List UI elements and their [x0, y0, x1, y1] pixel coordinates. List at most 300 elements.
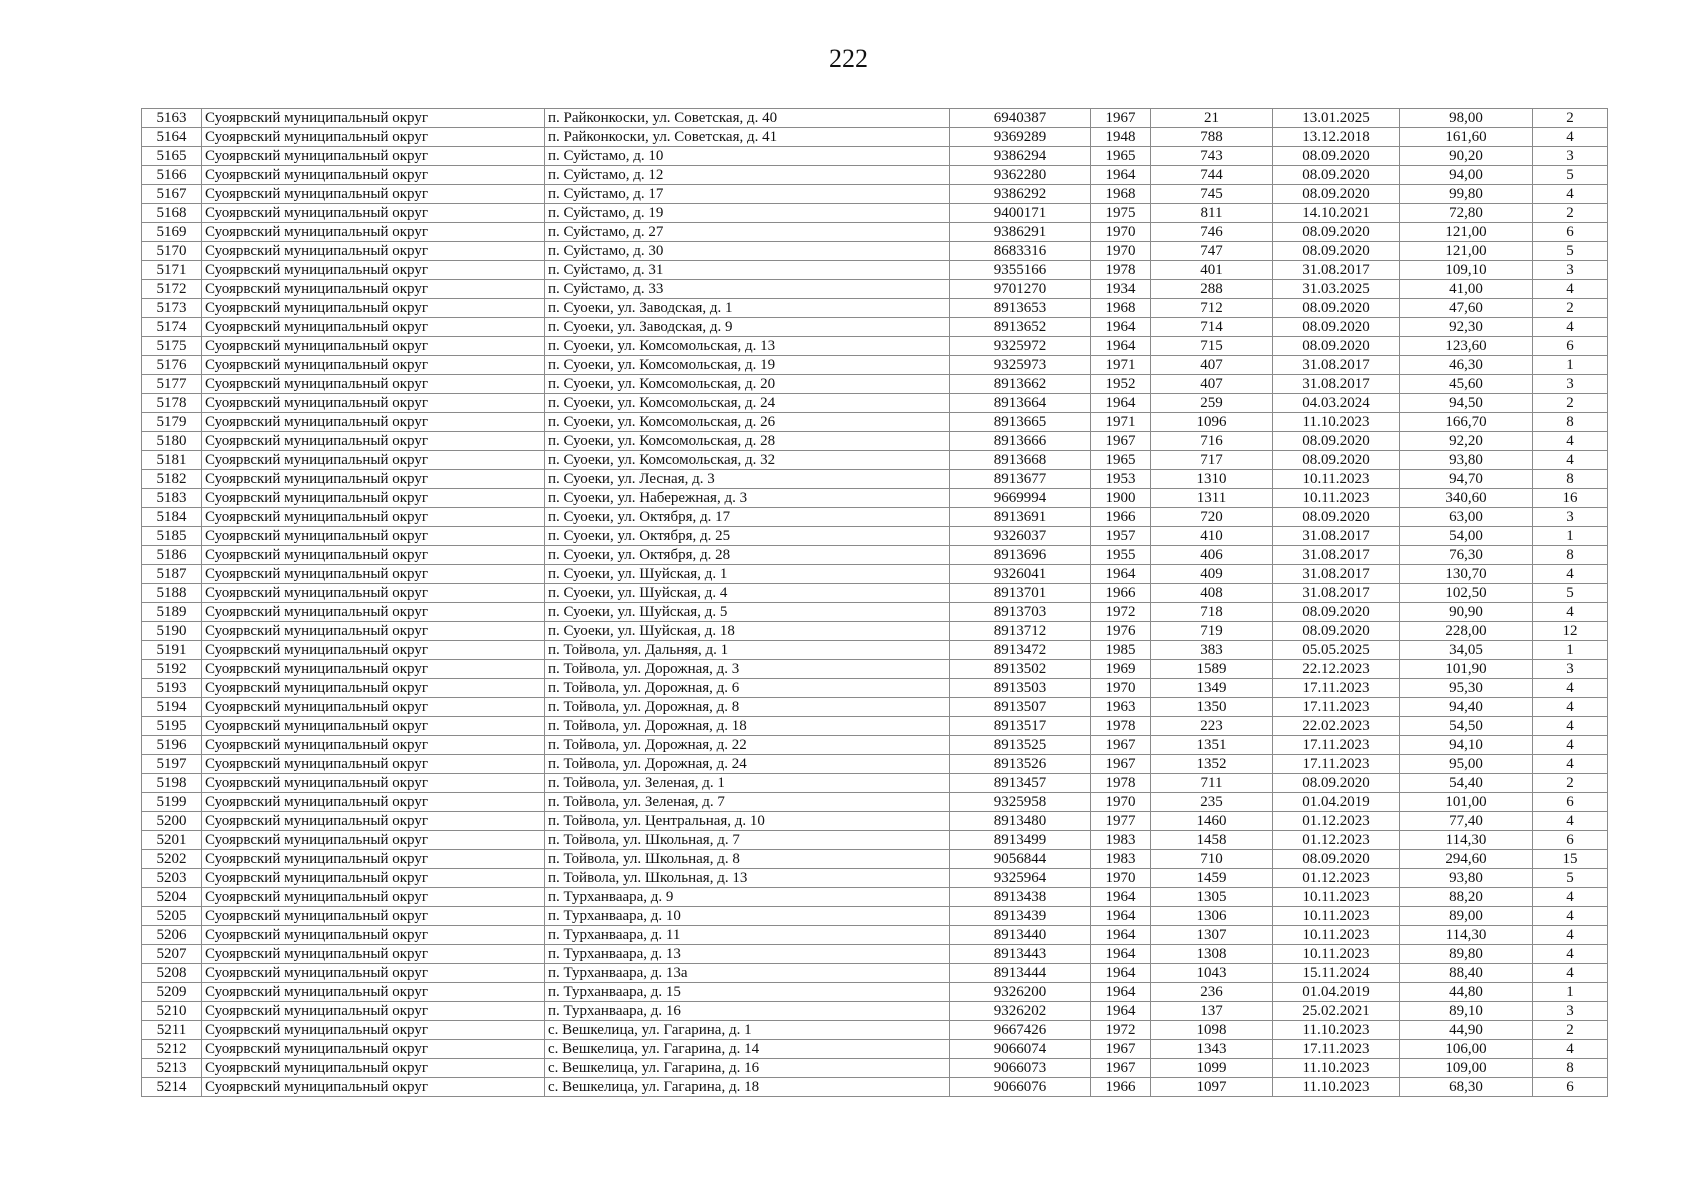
district-cell: Суоярвский муниципальный округ: [202, 850, 545, 869]
address-cell: с. Вешкелица, ул. Гагарина, д. 14: [545, 1040, 950, 1059]
residents-count-cell: 2: [1533, 774, 1608, 793]
object-id-cell: 8913712: [950, 622, 1091, 641]
district-cell: Суоярвский муниципальный округ: [202, 736, 545, 755]
district-cell: Суоярвский муниципальный округ: [202, 261, 545, 280]
residents-count-cell: 1: [1533, 641, 1608, 660]
table-row: [142, 1078, 1608, 1097]
year-built-cell: 1971: [1091, 356, 1151, 375]
district-cell: Суоярвский муниципальный округ: [202, 223, 545, 242]
row-number-cell: 5165: [142, 147, 202, 166]
address-cell: с. Вешкелица, ул. Гагарина, д. 16: [545, 1059, 950, 1078]
district-cell: Суоярвский муниципальный округ: [202, 888, 545, 907]
address-cell: с. Вешкелица, ул. Гагарина, д. 18: [545, 1078, 950, 1097]
table-row: [142, 299, 1608, 318]
year-built-cell: 1978: [1091, 774, 1151, 793]
object-id-cell: 9667426: [950, 1021, 1091, 1040]
residents-count-cell: 4: [1533, 565, 1608, 584]
area-cell: 94,70: [1400, 470, 1533, 489]
object-id-cell: 8913444: [950, 964, 1091, 983]
decision-date-cell: 08.09.2020: [1273, 223, 1400, 242]
residents-count-cell: 8: [1533, 413, 1608, 432]
address-cell: п. Суоеки, ул. Шуйская, д. 5: [545, 603, 950, 622]
district-cell: Суоярвский муниципальный округ: [202, 185, 545, 204]
address-cell: п. Суйстамо, д. 33: [545, 280, 950, 299]
decision-number-cell: 409: [1151, 565, 1273, 584]
area-cell: 294,60: [1400, 850, 1533, 869]
address-cell: п. Турханваара, д. 10: [545, 907, 950, 926]
row-number-cell: 5198: [142, 774, 202, 793]
decision-date-cell: 13.12.2018: [1273, 128, 1400, 147]
residents-count-cell: 8: [1533, 470, 1608, 489]
decision-date-cell: 08.09.2020: [1273, 337, 1400, 356]
district-cell: Суоярвский муниципальный округ: [202, 527, 545, 546]
year-built-cell: 1966: [1091, 1078, 1151, 1097]
decision-number-cell: 1458: [1151, 831, 1273, 850]
decision-number-cell: 1352: [1151, 755, 1273, 774]
object-id-cell: 8913677: [950, 470, 1091, 489]
decision-date-cell: 08.09.2020: [1273, 185, 1400, 204]
year-built-cell: 1963: [1091, 698, 1151, 717]
area-cell: 89,10: [1400, 1002, 1533, 1021]
decision-date-cell: 01.12.2023: [1273, 831, 1400, 850]
decision-date-cell: 08.09.2020: [1273, 622, 1400, 641]
district-cell: Суоярвский муниципальный округ: [202, 413, 545, 432]
year-built-cell: 1964: [1091, 394, 1151, 413]
residents-count-cell: 3: [1533, 508, 1608, 527]
district-cell: Суоярвский муниципальный округ: [202, 109, 545, 128]
table-row: [142, 964, 1608, 983]
object-id-cell: 9400171: [950, 204, 1091, 223]
decision-number-cell: 223: [1151, 717, 1273, 736]
address-cell: п. Тойвола, ул. Зеленая, д. 7: [545, 793, 950, 812]
object-id-cell: 8683316: [950, 242, 1091, 261]
decision-number-cell: 710: [1151, 850, 1273, 869]
table-row: [142, 166, 1608, 185]
decision-number-cell: 1310: [1151, 470, 1273, 489]
district-cell: Суоярвский муниципальный округ: [202, 679, 545, 698]
year-built-cell: 1965: [1091, 147, 1151, 166]
decision-number-cell: 1343: [1151, 1040, 1273, 1059]
decision-date-cell: 17.11.2023: [1273, 1040, 1400, 1059]
area-cell: 54,00: [1400, 527, 1533, 546]
area-cell: 94,10: [1400, 736, 1533, 755]
table-row: [142, 280, 1608, 299]
row-number-cell: 5183: [142, 489, 202, 508]
area-cell: 68,30: [1400, 1078, 1533, 1097]
decision-date-cell: 05.05.2025: [1273, 641, 1400, 660]
object-id-cell: 8913472: [950, 641, 1091, 660]
object-id-cell: 8913701: [950, 584, 1091, 603]
object-id-cell: 9066076: [950, 1078, 1091, 1097]
object-id-cell: 9326037: [950, 527, 1091, 546]
object-id-cell: 9386292: [950, 185, 1091, 204]
decision-date-cell: 08.09.2020: [1273, 166, 1400, 185]
object-id-cell: 9325972: [950, 337, 1091, 356]
decision-date-cell: 31.08.2017: [1273, 565, 1400, 584]
object-id-cell: 8913480: [950, 812, 1091, 831]
row-number-cell: 5177: [142, 375, 202, 394]
address-cell: п. Суйстамо, д. 12: [545, 166, 950, 185]
row-number-cell: 5194: [142, 698, 202, 717]
table-row: [142, 1002, 1608, 1021]
residents-count-cell: 5: [1533, 584, 1608, 603]
table-row: [142, 793, 1608, 812]
district-cell: Суоярвский муниципальный округ: [202, 337, 545, 356]
row-number-cell: 5212: [142, 1040, 202, 1059]
year-built-cell: 1964: [1091, 945, 1151, 964]
year-built-cell: 1983: [1091, 831, 1151, 850]
row-number-cell: 5186: [142, 546, 202, 565]
decision-date-cell: 08.09.2020: [1273, 850, 1400, 869]
address-cell: п. Тойвола, ул. Дорожная, д. 18: [545, 717, 950, 736]
residents-count-cell: 4: [1533, 280, 1608, 299]
decision-number-cell: 1097: [1151, 1078, 1273, 1097]
decision-number-cell: 1305: [1151, 888, 1273, 907]
table-row: [142, 451, 1608, 470]
year-built-cell: 1977: [1091, 812, 1151, 831]
object-id-cell: 8913503: [950, 679, 1091, 698]
residents-count-cell: 4: [1533, 964, 1608, 983]
address-cell: п. Суоеки, ул. Октября, д. 25: [545, 527, 950, 546]
row-number-cell: 5169: [142, 223, 202, 242]
row-number-cell: 5178: [142, 394, 202, 413]
district-cell: Суоярвский муниципальный округ: [202, 622, 545, 641]
object-id-cell: 8913668: [950, 451, 1091, 470]
table-row: [142, 470, 1608, 489]
year-built-cell: 1957: [1091, 527, 1151, 546]
decision-date-cell: 31.08.2017: [1273, 375, 1400, 394]
decision-number-cell: 1349: [1151, 679, 1273, 698]
address-cell: п. Суоеки, ул. Комсомольская, д. 26: [545, 413, 950, 432]
area-cell: 161,60: [1400, 128, 1533, 147]
row-number-cell: 5173: [142, 299, 202, 318]
address-cell: п. Тойвола, ул. Центральная, д. 10: [545, 812, 950, 831]
area-cell: 340,60: [1400, 489, 1533, 508]
area-cell: 76,30: [1400, 546, 1533, 565]
district-cell: Суоярвский муниципальный округ: [202, 926, 545, 945]
decision-date-cell: 10.11.2023: [1273, 945, 1400, 964]
table-row: [142, 622, 1608, 641]
decision-date-cell: 01.12.2023: [1273, 812, 1400, 831]
year-built-cell: 1966: [1091, 508, 1151, 527]
area-cell: 89,00: [1400, 907, 1533, 926]
object-id-cell: 9325964: [950, 869, 1091, 888]
row-number-cell: 5191: [142, 641, 202, 660]
district-cell: Суоярвский муниципальный округ: [202, 660, 545, 679]
row-number-cell: 5199: [142, 793, 202, 812]
area-cell: 72,80: [1400, 204, 1533, 223]
district-cell: Суоярвский муниципальный округ: [202, 432, 545, 451]
object-id-cell: 8913438: [950, 888, 1091, 907]
area-cell: 54,50: [1400, 717, 1533, 736]
row-number-cell: 5203: [142, 869, 202, 888]
object-id-cell: 8913664: [950, 394, 1091, 413]
table-row: [142, 261, 1608, 280]
year-built-cell: 1967: [1091, 736, 1151, 755]
address-cell: п. Тойвола, ул. Дорожная, д. 3: [545, 660, 950, 679]
address-cell: п. Суоеки, ул. Лесная, д. 3: [545, 470, 950, 489]
table-row: [142, 812, 1608, 831]
area-cell: 46,30: [1400, 356, 1533, 375]
object-id-cell: 6940387: [950, 109, 1091, 128]
address-cell: п. Райконкоски, ул. Советская, д. 40: [545, 109, 950, 128]
decision-number-cell: 718: [1151, 603, 1273, 622]
residents-count-cell: 4: [1533, 451, 1608, 470]
object-id-cell: 9369289: [950, 128, 1091, 147]
row-number-cell: 5188: [142, 584, 202, 603]
district-cell: Суоярвский муниципальный округ: [202, 1040, 545, 1059]
residents-count-cell: 1: [1533, 527, 1608, 546]
district-cell: Суоярвский муниципальный округ: [202, 508, 545, 527]
area-cell: 101,90: [1400, 660, 1533, 679]
area-cell: 92,20: [1400, 432, 1533, 451]
address-cell: п. Суоеки, ул. Шуйская, д. 1: [545, 565, 950, 584]
object-id-cell: 9326202: [950, 1002, 1091, 1021]
decision-number-cell: 21: [1151, 109, 1273, 128]
table-row: [142, 337, 1608, 356]
decision-number-cell: 410: [1151, 527, 1273, 546]
residents-count-cell: 6: [1533, 337, 1608, 356]
area-cell: 63,00: [1400, 508, 1533, 527]
object-id-cell: 8913696: [950, 546, 1091, 565]
table-row: [142, 356, 1608, 375]
area-cell: 95,00: [1400, 755, 1533, 774]
decision-number-cell: 711: [1151, 774, 1273, 793]
address-cell: п. Турханваара, д. 9: [545, 888, 950, 907]
year-built-cell: 1964: [1091, 888, 1151, 907]
address-cell: п. Суоеки, ул. Шуйская, д. 4: [545, 584, 950, 603]
object-id-cell: 9386291: [950, 223, 1091, 242]
object-id-cell: 9066073: [950, 1059, 1091, 1078]
area-cell: 94,00: [1400, 166, 1533, 185]
address-cell: п. Суйстамо, д. 19: [545, 204, 950, 223]
decision-date-cell: 10.11.2023: [1273, 489, 1400, 508]
object-id-cell: 9669994: [950, 489, 1091, 508]
year-built-cell: 1978: [1091, 717, 1151, 736]
residents-count-cell: 4: [1533, 717, 1608, 736]
year-built-cell: 1983: [1091, 850, 1151, 869]
decision-number-cell: 811: [1151, 204, 1273, 223]
year-built-cell: 1976: [1091, 622, 1151, 641]
district-cell: Суоярвский муниципальный округ: [202, 546, 545, 565]
year-built-cell: 1970: [1091, 223, 1151, 242]
year-built-cell: 1978: [1091, 261, 1151, 280]
residents-count-cell: 1: [1533, 983, 1608, 1002]
district-cell: Суоярвский муниципальный округ: [202, 717, 545, 736]
district-cell: Суоярвский муниципальный округ: [202, 1021, 545, 1040]
residents-count-cell: 4: [1533, 755, 1608, 774]
decision-date-cell: 10.11.2023: [1273, 907, 1400, 926]
residents-count-cell: 4: [1533, 185, 1608, 204]
row-number-cell: 5197: [142, 755, 202, 774]
row-number-cell: 5172: [142, 280, 202, 299]
decision-number-cell: 1308: [1151, 945, 1273, 964]
residents-count-cell: 4: [1533, 812, 1608, 831]
decision-date-cell: 10.11.2023: [1273, 470, 1400, 489]
row-number-cell: 5176: [142, 356, 202, 375]
residents-count-cell: 3: [1533, 660, 1608, 679]
area-cell: 228,00: [1400, 622, 1533, 641]
year-built-cell: 1964: [1091, 926, 1151, 945]
area-cell: 92,30: [1400, 318, 1533, 337]
decision-number-cell: 1307: [1151, 926, 1273, 945]
address-cell: п. Райконкоски, ул. Советская, д. 41: [545, 128, 950, 147]
decision-date-cell: 11.10.2023: [1273, 1078, 1400, 1097]
object-id-cell: 8913443: [950, 945, 1091, 964]
decision-number-cell: 716: [1151, 432, 1273, 451]
decision-date-cell: 31.08.2017: [1273, 546, 1400, 565]
district-cell: Суоярвский муниципальный округ: [202, 983, 545, 1002]
area-cell: 90,90: [1400, 603, 1533, 622]
residents-count-cell: 5: [1533, 869, 1608, 888]
table-row: [142, 869, 1608, 888]
decision-number-cell: 407: [1151, 356, 1273, 375]
row-number-cell: 5166: [142, 166, 202, 185]
decision-number-cell: 1098: [1151, 1021, 1273, 1040]
address-cell: п. Суйстамо, д. 27: [545, 223, 950, 242]
table-row: [142, 983, 1608, 1002]
district-cell: Суоярвский муниципальный округ: [202, 375, 545, 394]
area-cell: 102,50: [1400, 584, 1533, 603]
address-cell: п. Турханваара, д. 15: [545, 983, 950, 1002]
residents-count-cell: 12: [1533, 622, 1608, 641]
table-row: [142, 128, 1608, 147]
district-cell: Суоярвский муниципальный округ: [202, 489, 545, 508]
decision-date-cell: 10.11.2023: [1273, 888, 1400, 907]
residents-count-cell: 2: [1533, 299, 1608, 318]
decision-number-cell: 288: [1151, 280, 1273, 299]
object-id-cell: 8913440: [950, 926, 1091, 945]
year-built-cell: 1934: [1091, 280, 1151, 299]
decision-number-cell: 744: [1151, 166, 1273, 185]
row-number-cell: 5187: [142, 565, 202, 584]
decision-date-cell: 31.08.2017: [1273, 584, 1400, 603]
residents-count-cell: 4: [1533, 318, 1608, 337]
district-cell: Суоярвский муниципальный округ: [202, 299, 545, 318]
table-row: [142, 774, 1608, 793]
area-cell: 99,80: [1400, 185, 1533, 204]
address-cell: п. Турханваара, д. 13а: [545, 964, 950, 983]
row-number-cell: 5205: [142, 907, 202, 926]
district-cell: Суоярвский муниципальный округ: [202, 831, 545, 850]
table-row: [142, 926, 1608, 945]
year-built-cell: 1970: [1091, 679, 1151, 698]
table-row: [142, 660, 1608, 679]
residents-count-cell: 3: [1533, 147, 1608, 166]
residents-count-cell: 4: [1533, 888, 1608, 907]
decision-number-cell: 717: [1151, 451, 1273, 470]
address-cell: п. Тойвола, ул. Школьная, д. 7: [545, 831, 950, 850]
decision-number-cell: 788: [1151, 128, 1273, 147]
address-cell: п. Тойвола, ул. Дорожная, д. 22: [545, 736, 950, 755]
table-row: [142, 1040, 1608, 1059]
district-cell: Суоярвский муниципальный округ: [202, 204, 545, 223]
decision-date-cell: 10.11.2023: [1273, 926, 1400, 945]
address-cell: п. Суоеки, ул. Набережная, д. 3: [545, 489, 950, 508]
residents-count-cell: 2: [1533, 109, 1608, 128]
district-cell: Суоярвский муниципальный округ: [202, 356, 545, 375]
year-built-cell: 1968: [1091, 185, 1151, 204]
residents-count-cell: 8: [1533, 546, 1608, 565]
table-row: [142, 489, 1608, 508]
decision-number-cell: 1043: [1151, 964, 1273, 983]
address-cell: п. Тойвола, ул. Дорожная, д. 6: [545, 679, 950, 698]
year-built-cell: 1964: [1091, 166, 1151, 185]
year-built-cell: 1967: [1091, 109, 1151, 128]
area-cell: 88,20: [1400, 888, 1533, 907]
object-id-cell: 9362280: [950, 166, 1091, 185]
row-number-cell: 5213: [142, 1059, 202, 1078]
decision-date-cell: 01.04.2019: [1273, 793, 1400, 812]
district-cell: Суоярвский муниципальный округ: [202, 242, 545, 261]
year-built-cell: 1964: [1091, 565, 1151, 584]
row-number-cell: 5193: [142, 679, 202, 698]
row-number-cell: 5206: [142, 926, 202, 945]
table-body: [142, 109, 1608, 1097]
area-cell: 166,70: [1400, 413, 1533, 432]
area-cell: 93,80: [1400, 869, 1533, 888]
residents-count-cell: 2: [1533, 1021, 1608, 1040]
row-number-cell: 5175: [142, 337, 202, 356]
object-id-cell: 8913691: [950, 508, 1091, 527]
address-cell: п. Турханваара, д. 13: [545, 945, 950, 964]
row-number-cell: 5210: [142, 1002, 202, 1021]
decision-number-cell: 747: [1151, 242, 1273, 261]
decision-number-cell: 1306: [1151, 907, 1273, 926]
year-built-cell: 1975: [1091, 204, 1151, 223]
object-id-cell: 8913526: [950, 755, 1091, 774]
year-built-cell: 1968: [1091, 299, 1151, 318]
row-number-cell: 5170: [142, 242, 202, 261]
table-row: [142, 394, 1608, 413]
decision-date-cell: 17.11.2023: [1273, 698, 1400, 717]
district-cell: Суоярвский муниципальный округ: [202, 698, 545, 717]
decision-number-cell: 1460: [1151, 812, 1273, 831]
decision-date-cell: 08.09.2020: [1273, 508, 1400, 527]
decision-date-cell: 04.03.2024: [1273, 394, 1400, 413]
year-built-cell: 1964: [1091, 337, 1151, 356]
area-cell: 89,80: [1400, 945, 1533, 964]
row-number-cell: 5202: [142, 850, 202, 869]
area-cell: 44,80: [1400, 983, 1533, 1002]
area-cell: 109,10: [1400, 261, 1533, 280]
decision-date-cell: 31.08.2017: [1273, 527, 1400, 546]
housing-registry-table: [141, 108, 1608, 1097]
decision-number-cell: 714: [1151, 318, 1273, 337]
decision-date-cell: 01.12.2023: [1273, 869, 1400, 888]
residents-count-cell: 8: [1533, 1059, 1608, 1078]
year-built-cell: 1900: [1091, 489, 1151, 508]
row-number-cell: 5180: [142, 432, 202, 451]
row-number-cell: 5192: [142, 660, 202, 679]
decision-date-cell: 08.09.2020: [1273, 318, 1400, 337]
object-id-cell: 9355166: [950, 261, 1091, 280]
table-row: [142, 679, 1608, 698]
object-id-cell: 8913665: [950, 413, 1091, 432]
year-built-cell: 1964: [1091, 964, 1151, 983]
year-built-cell: 1967: [1091, 755, 1151, 774]
decision-number-cell: 1096: [1151, 413, 1273, 432]
table-row: [142, 888, 1608, 907]
table-row: [142, 242, 1608, 261]
decision-number-cell: 407: [1151, 375, 1273, 394]
table-row: [142, 223, 1608, 242]
table-row: [142, 527, 1608, 546]
decision-date-cell: 11.10.2023: [1273, 1021, 1400, 1040]
decision-number-cell: 1350: [1151, 698, 1273, 717]
table-row: [142, 698, 1608, 717]
address-cell: п. Суйстамо, д. 31: [545, 261, 950, 280]
